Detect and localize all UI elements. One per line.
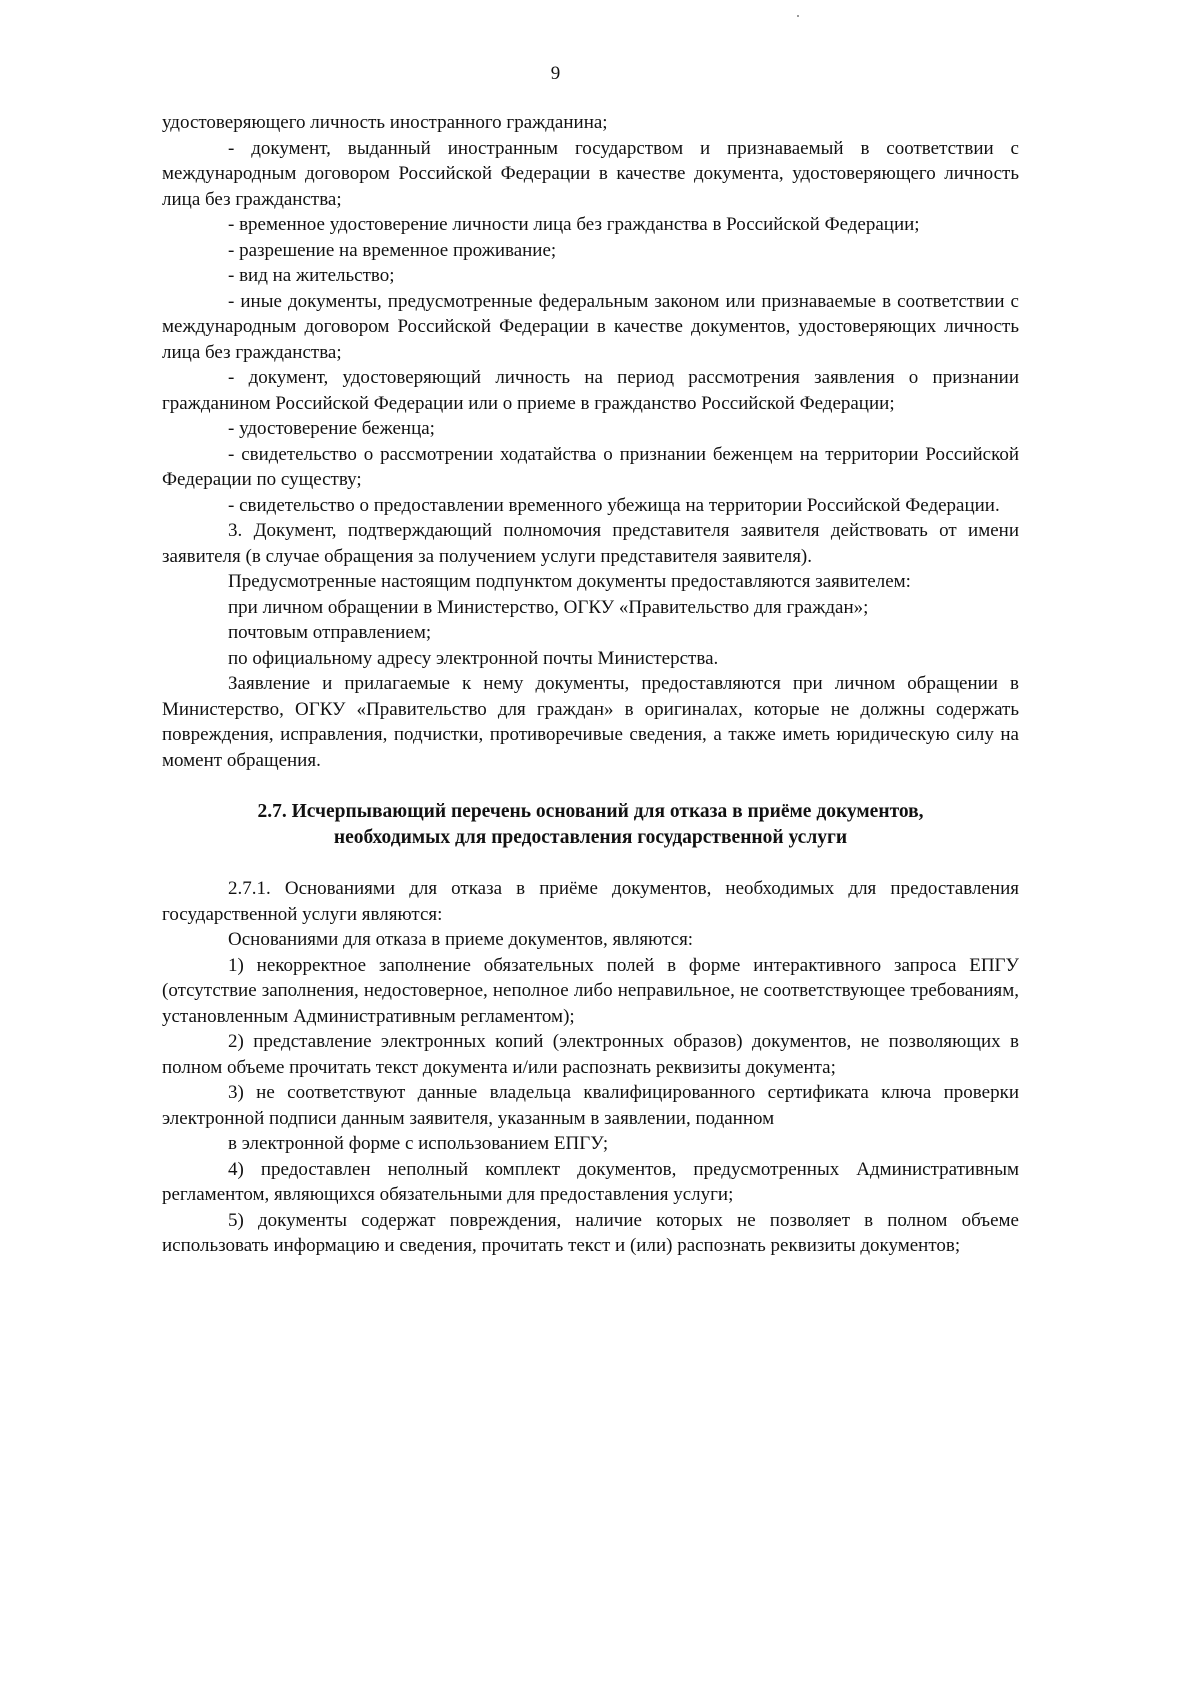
list-item: 4) предоставлен неполный комплект документов, предусмотренных Административным регламентом, являющихся обязательными для предоставления услуги; xyxy=(162,1158,1019,1205)
list-item: 1) некорректное заполнение обязательных полей в форме интерактивного запроса ЕПГУ (отсутствие заполнения, недостоверное, неполное либо неправильное, не соответствующее требованиям, установленным Административным регламентом); xyxy=(162,954,1019,1027)
section-heading-line: 2.7. Исчерпывающий перечень оснований для отказа в приёме документов, xyxy=(257,801,924,822)
paragraph: Основаниями для отказа в приеме документов, являются: xyxy=(228,929,694,950)
list-item: при личном обращении в Министерство, ОГКУ «Правительство для граждан»; xyxy=(228,596,869,618)
list-item: 5) документы содержат повреждения, наличие которых не позволяет в полном объеме использовать информацию и сведения, прочитать текст и (или) распознать реквизиты документов; xyxy=(162,1209,1019,1256)
list-item: по официальному адресу электронной почты Министерства. xyxy=(228,647,719,669)
list-item: - иные документы, предусмотренные федеральным законом или признаваемые в соответствии с международным договором Российской Федерации в качестве документов, удостоверяющих личность лица без гражданства; xyxy=(162,290,1019,363)
list-item: 2) представление электронных копий (электронных образов) документов, не позволяющих в полном объеме прочитать текст документа и/или распознать реквизиты документа; xyxy=(162,1031,1019,1078)
list-item: - свидетельство о предоставлении временного убежища на территории Российской Федерации. xyxy=(228,494,1000,516)
list-item: - разрешение на временное проживание; xyxy=(228,239,557,261)
document-body xyxy=(162,110,1019,1259)
list-item: почтовым отправлением; xyxy=(228,622,432,643)
scan-speck xyxy=(797,15,799,17)
list-item: в электронной форме с использованием ЕПГУ; xyxy=(228,1133,609,1154)
section-heading-line: необходимых для предоставления государственной услуги xyxy=(333,826,848,848)
list-item: - свидетельство о рассмотрении ходатайства о признании беженцем на территории Российской Федерации по существу; xyxy=(162,443,1019,490)
paragraph: удостоверяющего личность иностранного гражданина; xyxy=(162,112,608,133)
list-item: - документ, выданный иностранным государством и признаваемый в соответствии с международным договором Российской Федерации в качестве документа, удостоверяющего личность лица без гражданства; xyxy=(162,137,1019,210)
paragraph: 2.7.1. Основаниями для отказа в приёме документов, необходимых для предоставления государственной услуги являются: xyxy=(162,878,1019,925)
section-heading xyxy=(162,799,1019,850)
list-item: - документ, удостоверяющий личность на период рассмотрения заявления о признании гражданином Российской Федерации или о приеме в гражданство Российской Федерации; xyxy=(162,367,1019,414)
paragraph: Предусмотренные настоящим подпунктом документы предоставляются заявителем: xyxy=(228,571,911,592)
paragraph: Заявление и прилагаемые к нему документы, предоставляются при личном обращении в Министерство, ОГКУ «Правительство для граждан» в оригиналах, которые не должны содержать повреждения, исправления, подчистки, противоречивые сведения, а также иметь юридическую силу на момент обращения. xyxy=(162,673,1019,771)
list-item: - удостоверение беженца; xyxy=(228,418,435,439)
list-item: - вид на жительство; xyxy=(228,265,395,286)
paragraph: 3. Документ, подтверждающий полномочия представителя заявителя действовать от имени заявителя (в случае обращения за получением услуги представителя заявителя). xyxy=(162,520,1019,567)
page-number: 9 xyxy=(550,63,561,84)
list-item: - временное удостоверение личности лица без гражданства в Российской Федерации; xyxy=(228,214,920,235)
list-item: 3) не соответствуют данные владельца квалифицированного сертификата ключа проверки электронной подписи данным заявителя, указанным в заявлении, поданном xyxy=(162,1082,1019,1129)
